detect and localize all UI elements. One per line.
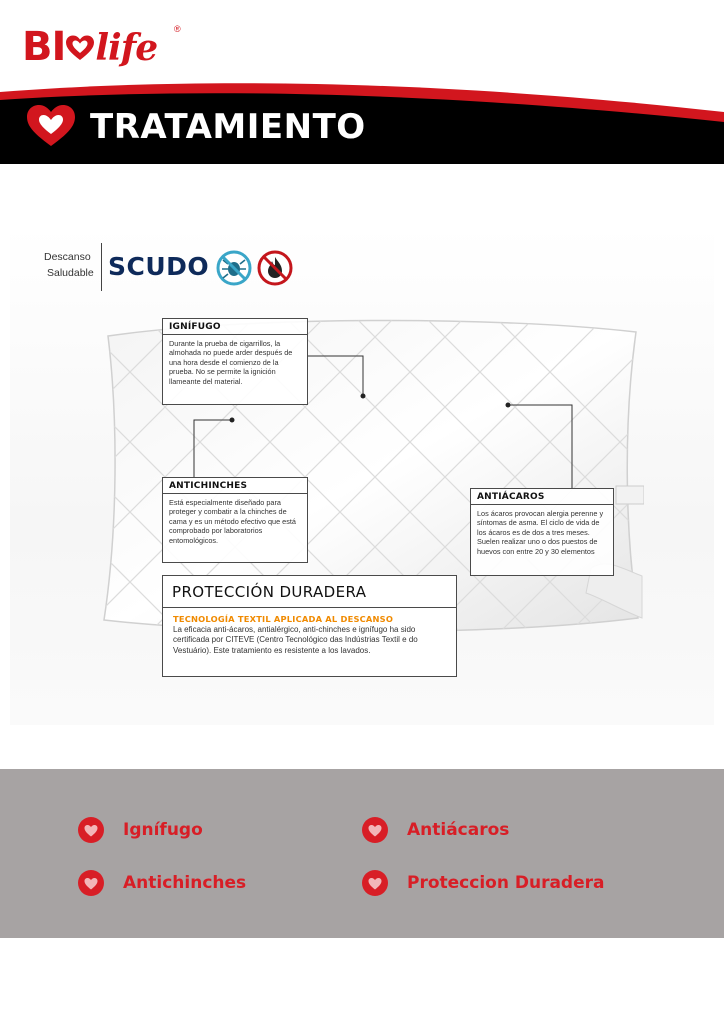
feature-proteccion-duradera [362,870,604,896]
feature-antiacaros-label: Antiácaros [407,820,510,840]
header-heart-icon [26,104,76,148]
antiacaros-text: Los ácaros provocan alergia perenne y síntomas de asma. El ciclo de vida de los ácaros es de dos a tres meses. Suelen realizar uno o dos puestos de huevos con entre 20 y 30 elementos [477,509,604,556]
fire-retardant-badge-icon [257,250,293,286]
heart-badge-icon [362,817,388,843]
scudo-wordmark: SCUDO [108,252,210,281]
brand-tagline-line1: Descanso [44,251,91,263]
feature-proteccion-duradera-label: Proteccion Duradera [407,873,605,893]
features-band [0,769,724,938]
logo-part1: BI [22,24,66,70]
scudo-brand [108,252,209,281]
antichinches-text: Está especialmente diseñado para proteger y combatir a la chinches de cama y es un método efectivo que está comprobado por laboratorios entomológicos. [169,498,296,545]
feature-ignifugo-label: Ignífugo [123,820,203,840]
page-title: TRATAMIENTO [90,107,366,147]
feature-antichinches-label: Antichinches [123,873,247,893]
brand-tagline-line2: Saludable [47,267,94,279]
antichinches-title: ANTICHINCHES [163,478,307,494]
logo-wordmark [22,24,157,70]
feature-antichinches [78,870,246,896]
antiacaros-callout [470,488,614,576]
heart-badge-icon [78,817,104,843]
brand-divider [101,243,102,291]
logo-part2: life [95,27,158,69]
proteccion-text: La eficacia anti-ácaros, antialérgico, anti-chinches e ignífugo ha sido certificada por CITEVE (Centro Tecnológico das Indústrias Textil e do Vestuário). Este tratamiento es resistente a los lavados. [173,625,418,655]
proteccion-title: PROTECCIÓN DURADERA [163,576,456,608]
feature-antiacaros [362,817,509,843]
proteccion-subtitle: TECNOLOGÍA TEXTIL APLICADA AL DESCANSO [173,614,394,624]
ignifugo-text: Durante la prueba de cigarrillos, la almohada no puede arder después de una hora desde el comienzo de la prueba. No se permite la ignición llameante del material. [169,339,293,386]
ignifugo-callout [162,318,308,405]
anti-mite-badge-icon [216,250,252,286]
biolife-logo [22,18,192,78]
logo-registered-mark: ® [174,24,181,34]
antiacaros-title: ANTIÁCAROS [471,489,613,505]
feature-ignifugo [78,817,203,843]
antichinches-callout [162,477,308,563]
logo-heart-icon [65,26,95,54]
heart-badge-icon [362,870,388,896]
heart-badge-icon [78,870,104,896]
ignifugo-title: IGNÍFUGO [163,319,307,335]
proteccion-duradera-callout [162,575,457,677]
